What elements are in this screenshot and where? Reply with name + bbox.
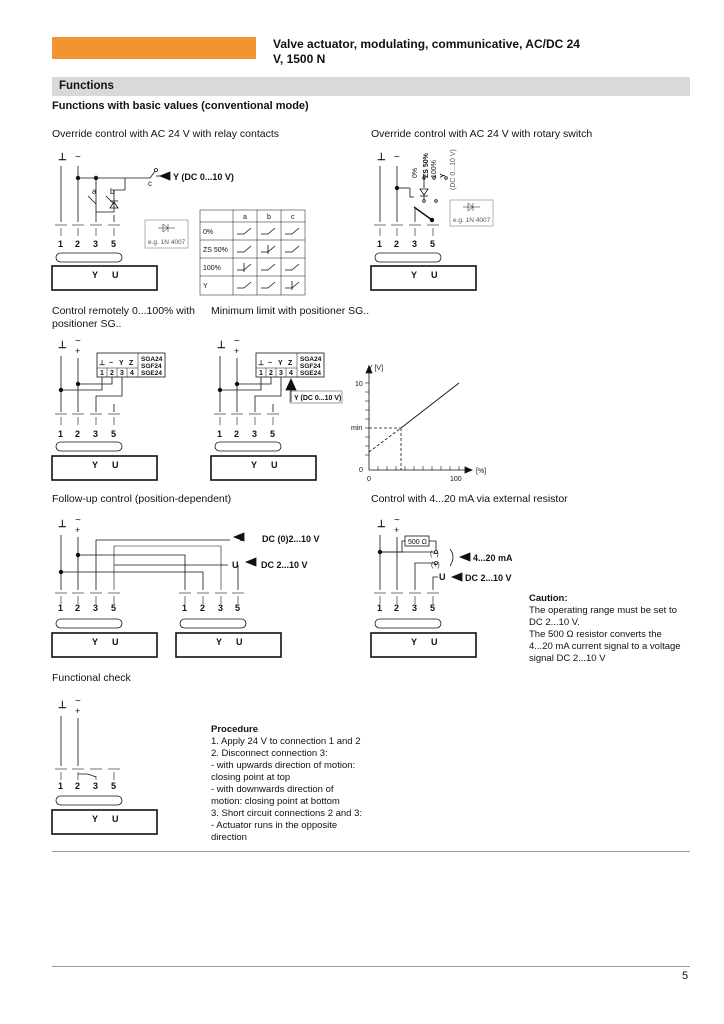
diagram-followup [52,515,320,657]
d6-ma-range: 4...20 mA [473,553,513,563]
procedure-line: - with upwards direction of motion: [211,760,356,771]
title-line-1: Valve actuator, modulating, communicative, AC/DC 24 [273,37,580,51]
graph-x-axis-label: [%] [476,468,487,475]
content-divider [52,851,690,852]
diagram-override-rotary [371,149,493,290]
d1-th-a: a [243,214,247,221]
d5-ground: ⊥ [58,519,67,530]
page-number: 5 [682,970,689,982]
caption-ma-control: Control with 4...20 mA via external resistor [371,493,568,505]
d3-term-5: 5 [111,429,117,439]
caution-line: The operating range must be set to [529,605,677,616]
d2-term-5: 5 [430,239,436,249]
d4-ps-z: Z [288,360,293,367]
d4-term-3: 3 [252,429,258,439]
d2-ground: ⊥ [377,152,386,163]
d1-tr-0: 0% [203,229,214,236]
graph-tick-10: 10 [355,381,363,388]
d6-term-5: 5 [430,603,436,613]
d4-pt-1: 1 [259,370,263,377]
procedure-line: 3. Short circuit connections 2 and 3: [211,808,363,819]
d1-tr-y: Y [203,283,208,290]
d5-tilde: ~ [75,515,81,526]
d5a-term-2: 2 [75,603,81,613]
caption-remote-line-2: positioner SG.. [52,318,122,330]
d3-pt-1: 1 [100,370,104,377]
graph-tick-x100: 100 [450,476,462,483]
diagram-override-relay [52,152,305,295]
d1-label-a: a [92,187,97,196]
d4-plus: + [234,346,240,356]
d4-ps-tilde: ~ [268,360,273,367]
d2-tilde: ~ [394,152,400,163]
d7-u: U [112,814,119,824]
d5-plus: + [75,525,81,535]
footer-divider [52,966,690,967]
d5-u-label: U [232,560,239,570]
d5b-term-2: 2 [200,603,206,613]
d3-ps-tilde: ~ [109,360,114,367]
d1-tilde: ~ [75,152,81,163]
d1-th-c: c [291,214,295,221]
d1-u: U [112,270,119,280]
d6-u: U [431,637,438,647]
d1-tr-100: 100% [203,265,221,272]
d6-minus: (−) [430,551,439,558]
d2-u: U [431,270,438,280]
graph-y-axis-label: Y [V] [368,365,384,372]
d4-tilde: ~ [234,336,240,347]
procedure-line: - Actuator runs in the opposite [211,820,338,831]
section-title: Functions [59,80,114,92]
d1-diode-note: e.g. 1N 4007 [148,239,186,246]
d2-term-1: 1 [377,239,383,249]
d5-y-label: Y [238,533,245,543]
d7-term-3: 3 [93,781,99,791]
d3-pt-4: 4 [130,370,134,377]
d3-pt-2: 2 [110,370,114,377]
d1-tr-zs50: ZS 50% [203,247,228,254]
d4-ps-ground: ⊥ [258,360,265,367]
d2-diode-note: e.g. 1N 4007 [453,217,491,224]
section-subtitle: Functions with basic values (conventional mode) [52,100,309,112]
procedure-line: direction [211,832,247,843]
procedure-title: Procedure [211,724,258,735]
d7-tilde: ~ [75,696,81,707]
diagram-min-limit [211,336,342,480]
d3-ps-y: Y [119,360,124,367]
title-line-2: V, 1500 N [273,52,326,66]
d2-rot-100: 100% [431,160,438,178]
d4-pt-3: 3 [279,370,283,377]
caption-override-rotary: Override control with AC 24 V with rotary switch [371,128,593,140]
d3-plus: + [75,346,81,356]
d3-ps-z: Z [129,360,134,367]
d4-ground: ⊥ [217,340,226,351]
d4-term-1: 1 [217,429,223,439]
caution-title: Caution: [529,593,568,604]
d3-tilde: ~ [75,336,81,347]
diagram-ma-control [371,515,513,657]
d4-model-1: SGA24 [300,356,322,363]
d4-pt-2: 2 [269,370,273,377]
procedure-line: - with downwards direction of [211,784,334,795]
diagram-remote-control [52,336,165,480]
d5-u-signal: DC 2...10 V [261,560,308,570]
caption-followup: Follow-up control (position-dependent) [52,493,232,505]
d6-term-1: 1 [377,603,383,613]
caution-line: 4...20 mA current signal to a voltage [529,641,681,652]
d7-ground: ⊥ [58,700,67,711]
d5b-y: Y [216,637,223,647]
procedure-line: 2. Disconnect connection 3: [211,748,328,759]
d3-pt-3: 3 [120,370,124,377]
d4-term-5: 5 [270,429,276,439]
d1-term-2: 2 [75,239,81,249]
graph-tick-x0: 0 [367,476,371,483]
procedure-text [211,724,381,844]
d4-ps-y: Y [278,360,283,367]
d3-model-3: SGE24 [141,370,162,377]
d7-plus: + [75,706,81,716]
d1-ground: ⊥ [58,152,67,163]
caption-override-relay: Override control with AC 24 V with relay contacts [52,128,280,140]
d6-term-2: 2 [394,603,400,613]
d3-ground: ⊥ [58,340,67,351]
d3-term-3: 3 [93,429,99,439]
d4-y: Y [251,460,258,470]
d4-model-2: SGF24 [300,363,321,370]
caption-min-limit: Minimum limit with positioner SG.. [211,305,370,317]
procedure-line: motion: closing point at bottom [211,796,340,807]
caption-remote-line-1: Control remotely 0...100% with [52,305,195,317]
d6-term-3: 3 [412,603,418,613]
d2-rot-0: 0% [412,167,419,178]
caution-line: DC 2...10 V. [529,617,580,628]
d7-term-1: 1 [58,781,64,791]
graph-tick-y0: 0 [359,467,363,474]
d6-ground: ⊥ [377,519,386,530]
d5a-term-1: 1 [58,603,64,613]
d4-y-signal: Y (DC 0...10 V) [294,395,342,402]
d7-y: Y [92,814,99,824]
d5a-y: Y [92,637,99,647]
d5-y-signal: DC (0)2...10 V [262,534,320,544]
d1-term-3: 3 [93,239,99,249]
d4-u: U [271,460,278,470]
d1-y-signal: Y (DC 0...10 V) [173,172,234,182]
d2-term-3: 3 [412,239,418,249]
procedure-line: 1. Apply 24 V to connection 1 and 2 [211,736,361,747]
d2-rot-dc: (DC 0...10 V) [450,149,457,190]
d5b-term-1: 1 [182,603,188,613]
d7-term-2: 2 [75,781,81,791]
d1-y: Y [92,270,99,280]
d1-th-b: b [267,214,271,221]
d3-ps-ground: ⊥ [99,360,106,367]
d6-plus-paren: (+) [431,562,440,569]
d6-u-signal: DC 2...10 V [465,573,512,583]
d3-term-2: 2 [75,429,81,439]
caution-line: signal DC 2...10 V [529,653,606,664]
d1-term-1: 1 [58,239,64,249]
d2-term-2: 2 [394,239,400,249]
d6-resistor: 500 Ω [408,539,427,546]
d3-model-2: SGF24 [141,363,162,370]
graph-tick-min: min [351,425,363,432]
d4-model-3: SGE24 [300,370,321,377]
caption-functional-check: Functional check [52,672,131,684]
d7-term-5: 5 [111,781,117,791]
d5a-term-3: 3 [93,603,99,613]
d3-term-1: 1 [58,429,64,439]
caution-line: The 500 Ω resistor converts the [529,629,662,640]
d5b-u: U [236,637,243,647]
d1-label-b: b [110,187,115,196]
d2-rot-zs: ZS 50% [423,153,430,178]
d6-y: Y [411,637,418,647]
d5b-term-5: 5 [235,603,241,613]
d6-u-label: U [439,572,446,582]
d5a-term-5: 5 [111,603,117,613]
d5b-term-3: 3 [218,603,224,613]
characteristic-graph [351,365,486,483]
d5a-u: U [112,637,119,647]
diagram-functional-check [52,696,157,834]
d3-u: U [112,460,119,470]
d6-plus: + [394,525,400,535]
d3-model-1: SGA24 [141,356,163,363]
d4-term-2: 2 [234,429,240,439]
caution-note [529,593,699,665]
d1-term-5: 5 [111,239,117,249]
d2-rot-y: Y [440,173,447,178]
d6-tilde: ~ [394,515,400,526]
d4-pt-4: 4 [289,370,293,377]
d1-label-c: c [148,179,152,188]
d2-y: Y [411,270,418,280]
d3-y: Y [92,460,99,470]
procedure-line: closing point at top [211,772,291,783]
